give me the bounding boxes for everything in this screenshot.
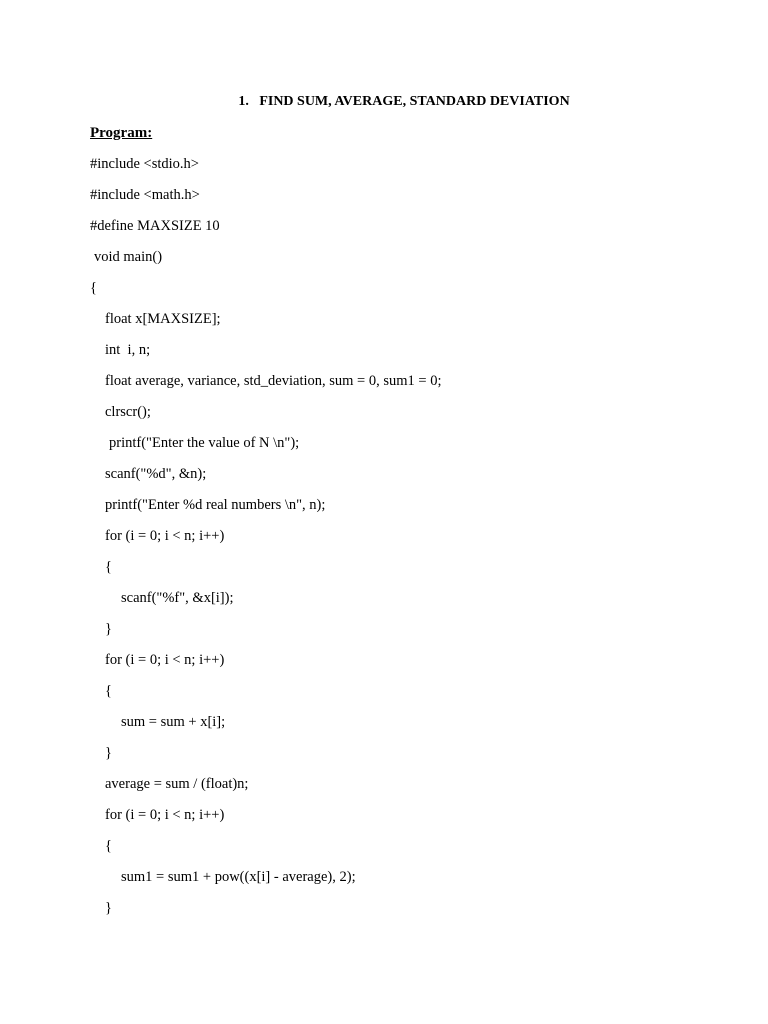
code-line-text: { [105, 559, 112, 575]
code-line [0, 681, 768, 712]
code-line [0, 402, 768, 433]
code-line [0, 774, 768, 805]
code-line [0, 743, 768, 774]
code-line-text: #include <stdio.h> [90, 156, 199, 172]
code-line-text: { [105, 683, 112, 699]
code-line-text: int i, n; [105, 342, 151, 358]
code-line [0, 495, 768, 526]
code-line [0, 247, 768, 278]
code-line [0, 526, 768, 557]
code-line-text: } [105, 621, 112, 637]
code-line [0, 433, 768, 464]
code-line [0, 867, 768, 898]
code-line-text: } [105, 745, 112, 761]
code-line-text: void main() [94, 249, 163, 265]
code-line-text: } [105, 900, 112, 916]
code-line-text: clrscr(); [105, 404, 151, 420]
code-line [0, 588, 768, 619]
code-line [0, 340, 768, 371]
code-line [0, 309, 768, 340]
code-block [0, 154, 768, 929]
code-line-text: scanf("%f", &x[i]); [121, 590, 234, 606]
code-line [0, 836, 768, 867]
code-line [0, 805, 768, 836]
code-line [0, 712, 768, 743]
code-line [0, 464, 768, 495]
code-line [0, 619, 768, 650]
code-line-text: #define MAXSIZE 10 [90, 218, 220, 234]
code-line-text: float x[MAXSIZE]; [105, 311, 221, 327]
code-line [0, 650, 768, 681]
program-label: Program: [90, 125, 153, 141]
code-line-text: float average, variance, std_deviation, sum = 0, sum1 = 0; [105, 373, 442, 389]
code-line [0, 185, 768, 216]
code-line-text: { [105, 838, 112, 854]
code-line-text: printf("Enter the value of N \n"); [109, 435, 300, 451]
code-line-text: scanf("%d", &n); [105, 466, 207, 482]
code-line-text: #include <math.h> [90, 187, 200, 203]
code-line [0, 898, 768, 929]
code-line [0, 371, 768, 402]
code-line-text: for (i = 0; i < n; i++) [105, 807, 225, 823]
code-line-text: average = sum / (float)n; [105, 776, 249, 792]
code-line-text: sum = sum + x[i]; [121, 714, 226, 730]
code-line [0, 557, 768, 588]
code-line [0, 154, 768, 185]
code-line-text: sum1 = sum1 + pow((x[i] - average), 2); [121, 869, 356, 885]
code-line-text: for (i = 0; i < n; i++) [105, 652, 225, 668]
document-heading: 1. FIND SUM, AVERAGE, STANDARD DEVIATION [238, 94, 570, 109]
code-line-text: printf("Enter %d real numbers \n", n); [105, 497, 326, 513]
code-line [0, 216, 768, 247]
code-line-text: for (i = 0; i < n; i++) [105, 528, 225, 544]
code-line [0, 278, 768, 309]
code-line-text: { [90, 280, 97, 296]
